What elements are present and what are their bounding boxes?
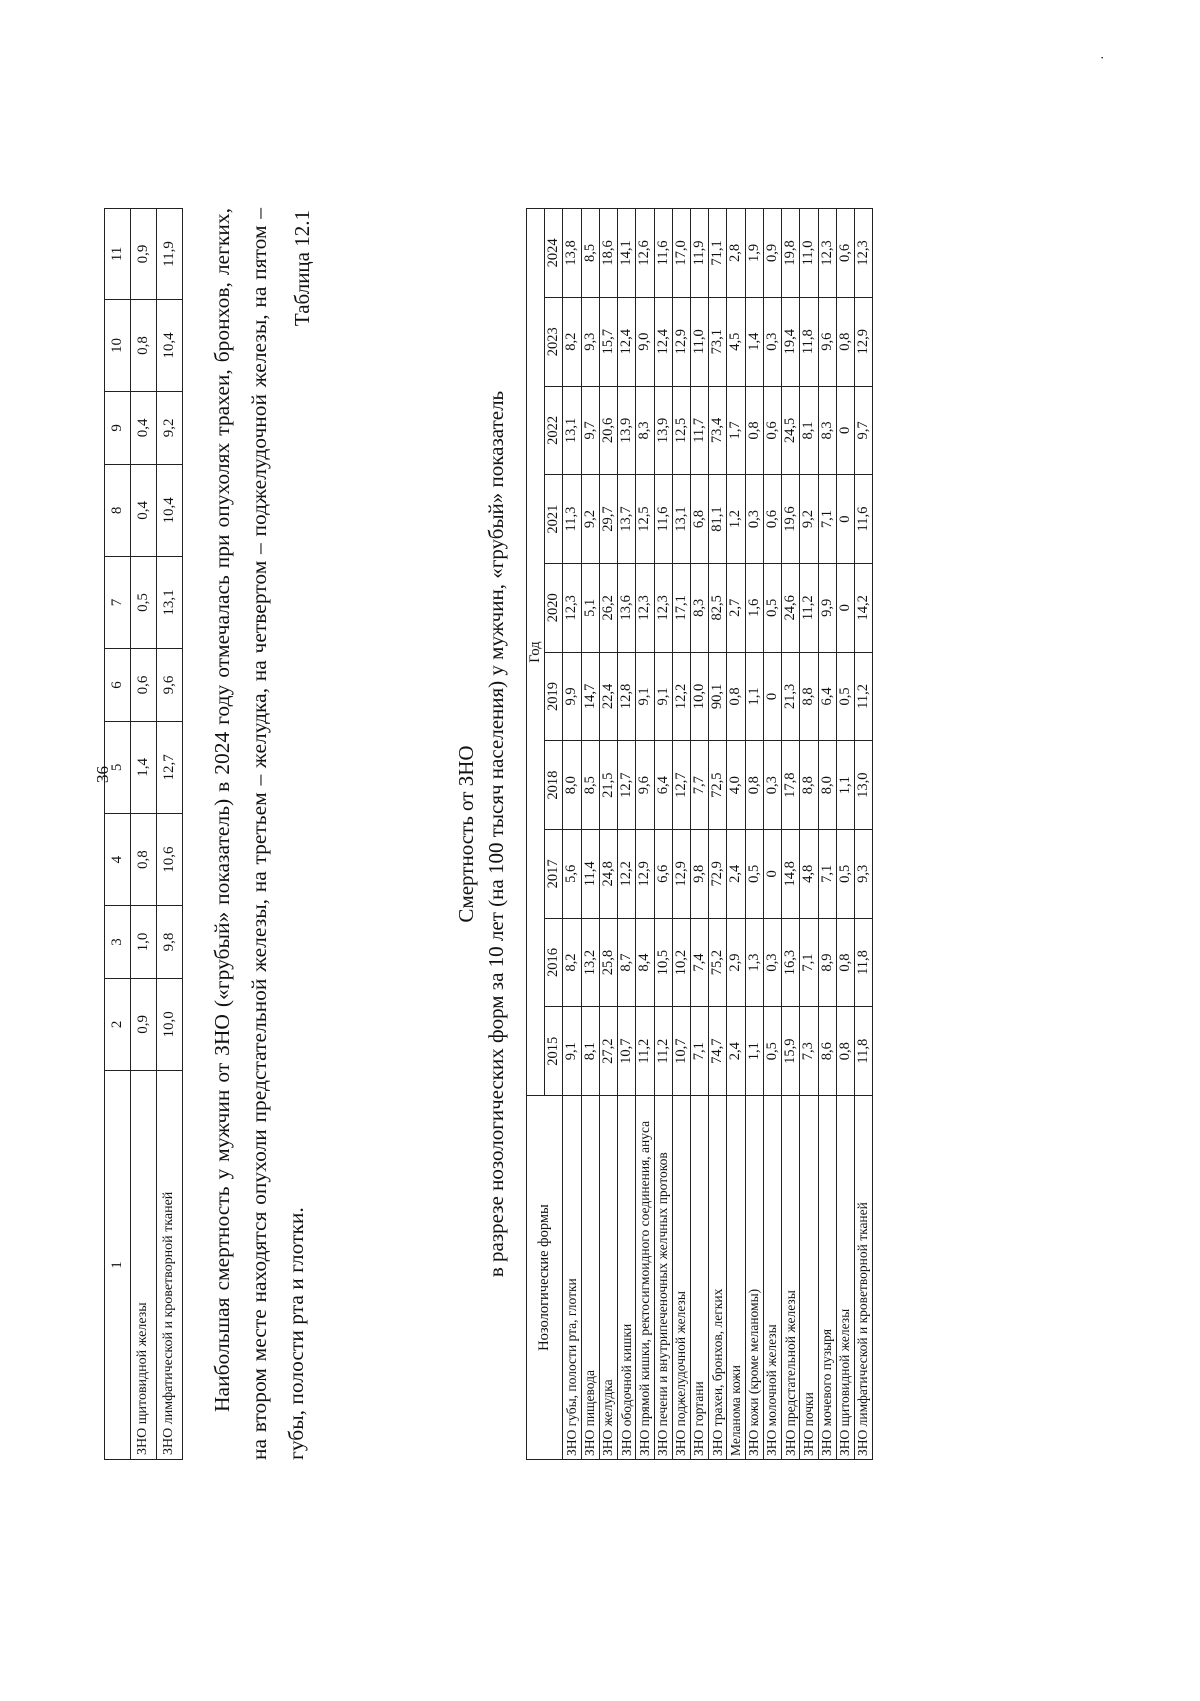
value-cell: 0,8 xyxy=(131,813,157,905)
value-cell: 7,1 xyxy=(818,475,836,564)
nosology-label: ЗНО почки xyxy=(800,1096,818,1460)
value-cell: 9,1 xyxy=(654,652,672,741)
value-cell: 9,3 xyxy=(854,829,872,918)
value-cell: 8,1 xyxy=(800,386,818,475)
value-cell: 9,7 xyxy=(581,386,599,475)
value-cell: 8,2 xyxy=(563,918,581,1007)
value-cell: 0,8 xyxy=(727,652,745,741)
column-number-cell: 6 xyxy=(105,649,131,722)
value-cell: 10,0 xyxy=(157,978,183,1070)
nosology-label: ЗНО предстательной железы xyxy=(782,1096,800,1460)
value-cell: 27,2 xyxy=(599,1007,617,1096)
value-cell: 0 xyxy=(836,386,854,475)
value-cell: 4,8 xyxy=(800,829,818,918)
row-label: ЗНО лимфатической и кроветворной тканей xyxy=(157,1071,183,1460)
value-cell: 12,2 xyxy=(672,652,690,741)
year-cell: 2017 xyxy=(545,829,563,918)
value-cell: 12,5 xyxy=(636,475,654,564)
nosology-label: ЗНО трахеи, бронхов, легких xyxy=(709,1096,727,1460)
year-cell: 2022 xyxy=(545,386,563,475)
value-cell: 12,3 xyxy=(563,563,581,652)
column-number-cell: 8 xyxy=(105,464,131,556)
continuation-table-header-row xyxy=(105,209,131,1460)
value-cell: 11,2 xyxy=(636,1007,654,1096)
value-cell: 29,7 xyxy=(599,475,617,564)
value-cell: 17,1 xyxy=(672,563,690,652)
value-cell: 6,6 xyxy=(654,829,672,918)
value-cell: 0,6 xyxy=(763,386,781,475)
value-cell: 7,3 xyxy=(800,1007,818,1096)
value-cell: 12,6 xyxy=(636,209,654,298)
table-row xyxy=(709,209,727,1460)
nosology-label: ЗНО лимфатической и кроветворной тканей xyxy=(854,1096,872,1460)
value-cell: 25,8 xyxy=(599,918,617,1007)
value-cell: 73,1 xyxy=(709,297,727,386)
mortality-table-header-row xyxy=(527,209,545,1460)
value-cell: 12,9 xyxy=(672,829,690,918)
value-cell: 0,5 xyxy=(763,563,781,652)
value-cell: 8,3 xyxy=(636,386,654,475)
value-cell: 72,9 xyxy=(709,829,727,918)
value-cell: 74,7 xyxy=(709,1007,727,1096)
value-cell: 12,2 xyxy=(618,829,636,918)
value-cell: 1,6 xyxy=(745,563,763,652)
table-row xyxy=(672,209,690,1460)
value-cell: 8,1 xyxy=(581,1007,599,1096)
table-row xyxy=(836,209,854,1460)
value-cell: 1,2 xyxy=(727,475,745,564)
mortality-table xyxy=(526,208,873,1460)
value-cell: 1,1 xyxy=(745,1007,763,1096)
value-cell: 8,5 xyxy=(581,209,599,298)
summary-paragraph xyxy=(204,208,315,1460)
nosology-label: ЗНО щитовидной железы xyxy=(836,1096,854,1460)
value-cell: 71,1 xyxy=(709,209,727,298)
nosology-label: Меланома кожи xyxy=(727,1096,745,1460)
value-cell: 0,3 xyxy=(763,297,781,386)
value-cell: 4,5 xyxy=(727,297,745,386)
column-number-cell: 2 xyxy=(105,978,131,1070)
value-cell: 0,8 xyxy=(836,297,854,386)
value-cell: 12,7 xyxy=(618,741,636,830)
value-cell: 12,3 xyxy=(854,209,872,298)
value-cell: 21,3 xyxy=(782,652,800,741)
row-label: ЗНО щитовидной железы xyxy=(131,1071,157,1460)
value-cell: 2,4 xyxy=(727,1007,745,1096)
value-cell: 0,8 xyxy=(131,299,157,391)
value-cell: 19,8 xyxy=(782,209,800,298)
value-cell: 0 xyxy=(836,563,854,652)
column-number-cell: 10 xyxy=(105,299,131,391)
value-cell: 7,4 xyxy=(690,918,708,1007)
value-cell: 0,3 xyxy=(763,741,781,830)
nosology-label: ЗНО поджелудочной железы xyxy=(672,1096,690,1460)
value-cell: 8,8 xyxy=(800,741,818,830)
value-cell: 12,7 xyxy=(672,741,690,830)
table-row xyxy=(599,209,617,1460)
value-cell: 0,6 xyxy=(836,209,854,298)
nosology-header: Нозологические формы xyxy=(527,1096,563,1460)
year-cell: 2024 xyxy=(545,209,563,298)
table-row xyxy=(727,209,745,1460)
value-cell: 8,9 xyxy=(818,918,836,1007)
value-cell: 9,1 xyxy=(563,1007,581,1096)
nosology-label: ЗНО молочной железы xyxy=(763,1096,781,1460)
value-cell: 0,5 xyxy=(745,829,763,918)
value-cell: 16,3 xyxy=(782,918,800,1007)
value-cell: 9,7 xyxy=(854,386,872,475)
value-cell: 12,9 xyxy=(672,297,690,386)
value-cell: 0,5 xyxy=(836,829,854,918)
value-cell: 8,0 xyxy=(563,741,581,830)
value-cell: 12,8 xyxy=(618,652,636,741)
value-cell: 1,0 xyxy=(131,906,157,979)
table-subtitle: в разрезе нозологических форм за 10 лет (на 100 тысяч населения) у мужчин, «грубый» показатель xyxy=(484,390,508,1278)
value-cell: 8,3 xyxy=(690,563,708,652)
table-caption: Таблица 12.1 xyxy=(290,210,314,327)
value-cell: 8,5 xyxy=(581,741,599,830)
column-number-cell: 11 xyxy=(105,209,131,300)
value-cell: 14,7 xyxy=(581,652,599,741)
value-cell: 12,3 xyxy=(636,563,654,652)
value-cell: 0,9 xyxy=(131,978,157,1070)
value-cell: 4,0 xyxy=(727,741,745,830)
table-title: Смертность от ЗНО xyxy=(454,745,478,923)
table-row xyxy=(618,209,636,1460)
value-cell: 12,3 xyxy=(818,209,836,298)
value-cell: 11,2 xyxy=(854,652,872,741)
value-cell: 22,4 xyxy=(599,652,617,741)
value-cell: 0,4 xyxy=(131,464,157,556)
value-cell: 9,6 xyxy=(636,741,654,830)
value-cell: 7,1 xyxy=(800,918,818,1007)
value-cell: 0,3 xyxy=(763,918,781,1007)
column-number-cell: 4 xyxy=(105,813,131,905)
year-cell: 2016 xyxy=(545,918,563,1007)
value-cell: 0 xyxy=(763,829,781,918)
value-cell: 6,4 xyxy=(654,741,672,830)
value-cell: 8,0 xyxy=(818,741,836,830)
value-cell: 12,3 xyxy=(654,563,672,652)
value-cell: 5,1 xyxy=(581,563,599,652)
table-row xyxy=(745,209,763,1460)
value-cell: 0,3 xyxy=(745,475,763,564)
nosology-label: ЗНО гортани xyxy=(690,1096,708,1460)
column-number-cell: 9 xyxy=(105,392,131,465)
value-cell: 0,4 xyxy=(131,392,157,465)
value-cell: 2,9 xyxy=(727,918,745,1007)
value-cell: 1,4 xyxy=(745,297,763,386)
value-cell: 11,4 xyxy=(581,829,599,918)
value-cell: 11,8 xyxy=(854,1007,872,1096)
table-row xyxy=(763,209,781,1460)
table-row xyxy=(800,209,818,1460)
value-cell: 9,2 xyxy=(157,392,183,465)
value-cell: 72,5 xyxy=(709,741,727,830)
value-cell: 0,6 xyxy=(763,475,781,564)
value-cell: 11,6 xyxy=(654,475,672,564)
value-cell: 0,5 xyxy=(836,652,854,741)
value-cell: 17,0 xyxy=(672,209,690,298)
value-cell: 11,0 xyxy=(690,297,708,386)
table-row xyxy=(563,209,581,1460)
value-cell: 81,1 xyxy=(709,475,727,564)
value-cell: 8,7 xyxy=(618,918,636,1007)
value-cell: 11,7 xyxy=(690,386,708,475)
value-cell: 0,9 xyxy=(763,209,781,298)
rotated-page-content xyxy=(96,55,1176,1600)
table-row xyxy=(818,209,836,1460)
value-cell: 11,2 xyxy=(800,563,818,652)
value-cell: 9,8 xyxy=(690,829,708,918)
value-cell: 10,7 xyxy=(672,1007,690,1096)
value-cell: 1,1 xyxy=(836,741,854,830)
value-cell: 8,8 xyxy=(800,652,818,741)
value-cell: 14,8 xyxy=(782,829,800,918)
value-cell: 12,5 xyxy=(672,386,690,475)
table-row xyxy=(581,209,599,1460)
value-cell: 11,2 xyxy=(654,1007,672,1096)
table-row xyxy=(690,209,708,1460)
value-cell: 0,9 xyxy=(131,209,157,300)
value-cell: 10,5 xyxy=(654,918,672,1007)
value-cell: 24,5 xyxy=(782,386,800,475)
value-cell: 0,8 xyxy=(836,918,854,1007)
value-cell: 10,2 xyxy=(672,918,690,1007)
value-cell: 10,7 xyxy=(618,1007,636,1096)
year-cell: 2018 xyxy=(545,741,563,830)
value-cell: 2,8 xyxy=(727,209,745,298)
value-cell: 9,3 xyxy=(581,297,599,386)
value-cell: 1,4 xyxy=(131,721,157,813)
value-cell: 6,8 xyxy=(690,475,708,564)
value-cell: 9,9 xyxy=(563,652,581,741)
value-cell: 26,2 xyxy=(599,563,617,652)
value-cell: 9,2 xyxy=(800,475,818,564)
nosology-label: ЗНО губы, полости рта, глотки xyxy=(563,1096,581,1460)
value-cell: 13,1 xyxy=(672,475,690,564)
value-cell: 8,3 xyxy=(818,386,836,475)
value-cell: 11,8 xyxy=(800,297,818,386)
nosology-label: ЗНО кожи (кроме меланомы) xyxy=(745,1096,763,1460)
value-cell: 9,9 xyxy=(818,563,836,652)
value-cell: 13,7 xyxy=(618,475,636,564)
value-cell: 90,1 xyxy=(709,652,727,741)
value-cell: 2,4 xyxy=(727,829,745,918)
value-cell: 12,9 xyxy=(854,297,872,386)
value-cell: 15,7 xyxy=(599,297,617,386)
value-cell: 15,9 xyxy=(782,1007,800,1096)
value-cell: 0 xyxy=(836,475,854,564)
value-cell: 17,8 xyxy=(782,741,800,830)
value-cell: 82,5 xyxy=(709,563,727,652)
value-cell: 12,4 xyxy=(618,297,636,386)
value-cell: 11,9 xyxy=(690,209,708,298)
value-cell: 0,5 xyxy=(763,1007,781,1096)
value-cell: 21,5 xyxy=(599,741,617,830)
value-cell: 24,6 xyxy=(782,563,800,652)
value-cell: 9,6 xyxy=(157,649,183,722)
value-cell: 1,1 xyxy=(745,652,763,741)
column-number-cell: 5 xyxy=(105,721,131,813)
value-cell: 0,6 xyxy=(131,649,157,722)
value-cell: 10,0 xyxy=(690,652,708,741)
value-cell: 11,8 xyxy=(854,918,872,1007)
value-cell: 2,7 xyxy=(727,563,745,652)
value-cell: 12,4 xyxy=(654,297,672,386)
value-cell: 0,8 xyxy=(836,1007,854,1096)
value-cell: 0,8 xyxy=(745,386,763,475)
value-cell: 73,4 xyxy=(709,386,727,475)
value-cell: 19,4 xyxy=(782,297,800,386)
value-cell: 12,7 xyxy=(157,721,183,813)
nosology-label: ЗНО ободочной кишки xyxy=(618,1096,636,1460)
column-number-cell: 7 xyxy=(105,556,131,648)
value-cell: 5,6 xyxy=(563,829,581,918)
value-cell: 11,3 xyxy=(563,475,581,564)
value-cell: 24,8 xyxy=(599,829,617,918)
value-cell: 13,0 xyxy=(854,741,872,830)
value-cell: 75,2 xyxy=(709,918,727,1007)
column-number-cell: 1 xyxy=(105,1071,131,1460)
value-cell: 13,1 xyxy=(563,386,581,475)
value-cell: 13,9 xyxy=(654,386,672,475)
value-cell: 13,1 xyxy=(157,556,183,648)
value-cell: 1,7 xyxy=(727,386,745,475)
summary-paragraph-text: Наибольшая смертность у мужчин от ЗНО («грубый» показатель) в 2024 году отмечалась при опухолях трахеи, бронхов, легких, на втором месте находятся опухоли предстательной железы, на третьем – желудка, на четвертом – поджелудочной железы, на пятом – губы, полости рта и глотки. xyxy=(210,208,308,1460)
value-cell: 14,1 xyxy=(618,209,636,298)
value-cell: 13,9 xyxy=(618,386,636,475)
value-cell: 8,4 xyxy=(636,918,654,1007)
value-cell: 11,6 xyxy=(854,475,872,564)
stray-dot: · xyxy=(1096,55,1111,60)
value-cell: 10,4 xyxy=(157,464,183,556)
value-cell: 10,6 xyxy=(157,813,183,905)
value-cell: 7,1 xyxy=(690,1007,708,1096)
value-cell: 13,8 xyxy=(563,209,581,298)
nosology-label: ЗНО прямой кишки, ректосигмоидного соединения, ануса xyxy=(636,1096,654,1460)
value-cell: 8,2 xyxy=(563,297,581,386)
year-cell: 2020 xyxy=(545,563,563,652)
year-header: Год xyxy=(527,209,545,1096)
value-cell: 9,2 xyxy=(581,475,599,564)
table-row xyxy=(782,209,800,1460)
year-cell: 2019 xyxy=(545,652,563,741)
value-cell: 18,6 xyxy=(599,209,617,298)
value-cell: 9,1 xyxy=(636,652,654,741)
column-number-cell: 3 xyxy=(105,906,131,979)
table-row xyxy=(636,209,654,1460)
value-cell: 0 xyxy=(763,652,781,741)
year-cell: 2015 xyxy=(545,1007,563,1096)
value-cell: 10,4 xyxy=(157,299,183,391)
value-cell: 0,5 xyxy=(131,556,157,648)
value-cell: 11,0 xyxy=(800,209,818,298)
nosology-label: ЗНО печени и внутрипеченочных желчных протоков xyxy=(654,1096,672,1460)
page-number: 36 xyxy=(93,766,112,783)
value-cell: 0,8 xyxy=(745,741,763,830)
value-cell: 12,9 xyxy=(636,829,654,918)
value-cell: 8,6 xyxy=(818,1007,836,1096)
value-cell: 11,9 xyxy=(157,209,183,300)
value-cell: 13,6 xyxy=(618,563,636,652)
value-cell: 1,3 xyxy=(745,918,763,1007)
nosology-label: ЗНО мочевого пузыря xyxy=(818,1096,836,1460)
value-cell: 1,9 xyxy=(745,209,763,298)
value-cell: 14,2 xyxy=(854,563,872,652)
nosology-label: ЗНО желудка xyxy=(599,1096,617,1460)
year-cell: 2021 xyxy=(545,475,563,564)
value-cell: 19,6 xyxy=(782,475,800,564)
value-cell: 9,0 xyxy=(636,297,654,386)
value-cell: 20,6 xyxy=(599,386,617,475)
nosology-label: ЗНО пищевода xyxy=(581,1096,599,1460)
table-row xyxy=(854,209,872,1460)
value-cell: 7,1 xyxy=(818,829,836,918)
table-row xyxy=(157,209,183,1460)
value-cell: 7,7 xyxy=(690,741,708,830)
value-cell: 9,8 xyxy=(157,906,183,979)
table-row xyxy=(131,209,157,1460)
value-cell: 11,6 xyxy=(654,209,672,298)
continuation-table xyxy=(104,208,183,1460)
value-cell: 13,2 xyxy=(581,918,599,1007)
value-cell: 9,6 xyxy=(818,297,836,386)
year-cell: 2023 xyxy=(545,297,563,386)
table-row xyxy=(654,209,672,1460)
value-cell: 6,4 xyxy=(818,652,836,741)
